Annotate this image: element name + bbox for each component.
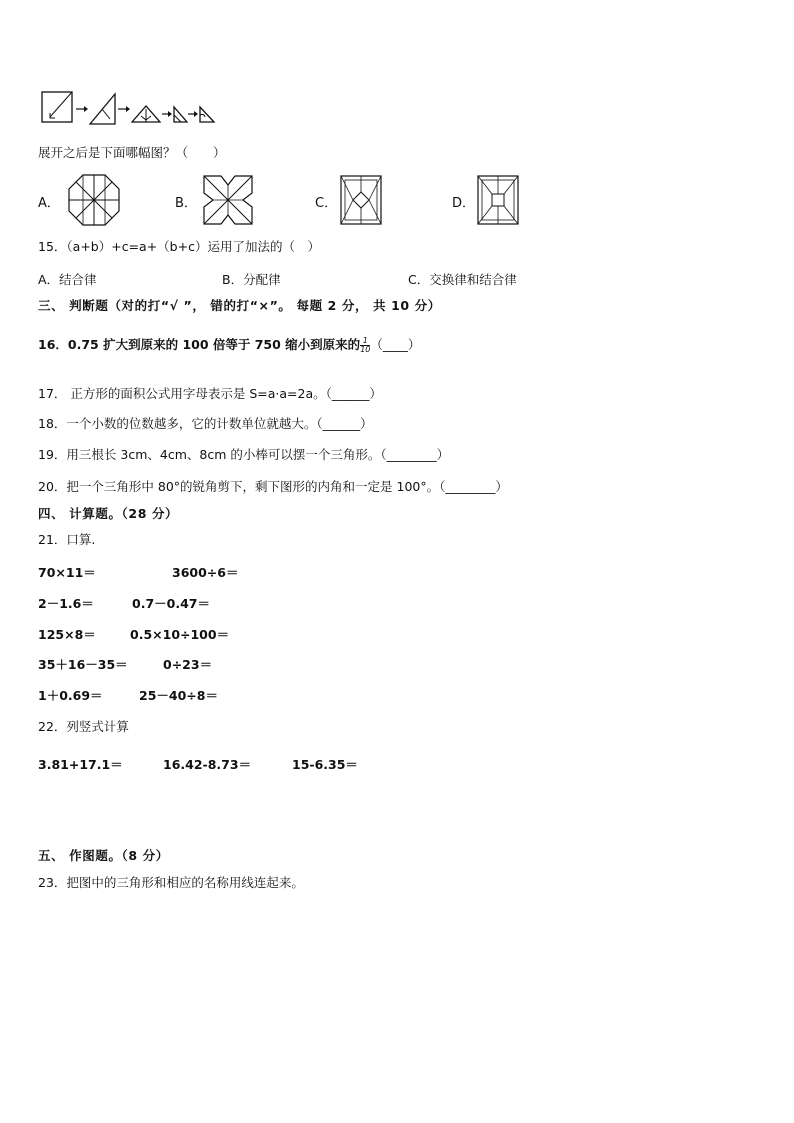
q14-option-b-label[interactable]: B． <box>175 196 197 211</box>
notched-square-option-icon <box>203 175 253 225</box>
q21-item: 0÷23＝ <box>163 657 213 672</box>
q21-item: 70×11＝ <box>38 565 96 580</box>
q18-question: 18．一个小数的位数越多，它的计数单位就越大。（______） <box>38 416 373 431</box>
q16-fraction <box>360 337 370 354</box>
q16-answer-blank[interactable]: （____） <box>370 337 421 352</box>
q21-item: 3600÷6＝ <box>172 565 239 580</box>
q21-item: 125×8＝ <box>38 627 96 642</box>
q22-item: 15-6.35＝ <box>292 757 358 772</box>
section5-title: 五、 作图题。（8 分） <box>38 848 169 863</box>
q15-option-b[interactable]: B．分配律 <box>222 272 281 287</box>
q16-text: 16．0.75 扩大到原来的 100 倍等于 750 缩小到原来的 <box>38 337 361 352</box>
q21-item: 1＋0.69＝ <box>38 688 103 703</box>
q15-option-a[interactable]: A．结合律 <box>38 272 97 287</box>
square-center-option-icon <box>477 175 519 225</box>
q21-title: 21．口算. <box>38 532 96 547</box>
square-diamond-option-icon <box>340 175 382 225</box>
q21-item: 25－40÷8＝ <box>139 688 218 703</box>
q22-item: 3.81+17.1＝ <box>38 757 123 772</box>
q19-question: 19．用三根长 3cm、4cm、8cm 的小棒可以摆一个三角形。（________） <box>38 447 450 462</box>
q23-question: 23．把图中的三角形和相应的名称用线连起来。 <box>38 875 304 890</box>
q20-question: 20．把一个三角形中 80°的锐角剪下，剩下图形的内角和一定是 100°。（________） <box>38 479 508 494</box>
q16-frac-den: 10 <box>360 345 371 354</box>
octagon-option-icon <box>68 174 120 226</box>
section3-title: 三、 判断题（对的打“√ ”， 错的打“×”。 每题 2 分， 共 10 分） <box>38 298 441 313</box>
section4-title: 四、 计算题。（28 分） <box>38 506 179 521</box>
q14-option-d-label[interactable]: D． <box>452 196 476 211</box>
q17-question: 17． 正方形的面积公式用字母表示是 S=a·a=2a。（______） <box>38 386 382 401</box>
q15-option-c[interactable]: C．交换律和结合律 <box>408 272 517 287</box>
q21-item: 0.5×10÷100＝ <box>130 627 230 642</box>
q21-item: 2－1.6＝ <box>38 596 94 611</box>
q16-question <box>38 336 420 354</box>
q14-question: 展开之后是下面哪幅图？（ ） <box>38 145 226 160</box>
q21-item: 0.7－0.47＝ <box>132 596 210 611</box>
q22-title: 22．列竖式计算 <box>38 719 129 734</box>
q14-option-c-label[interactable]: C． <box>315 196 338 211</box>
folding-steps-svg <box>40 89 220 129</box>
q15-question: 15．（a+b）+c=a+（b+c）运用了加法的（ ） <box>38 239 320 254</box>
q22-item: 16.42-8.73＝ <box>163 757 252 772</box>
q16-frac-num: 1 <box>360 337 370 346</box>
q21-item: 35＋16－35＝ <box>38 657 128 672</box>
q14-option-a-label[interactable]: A． <box>38 196 60 211</box>
folding-steps-figure <box>40 89 220 129</box>
